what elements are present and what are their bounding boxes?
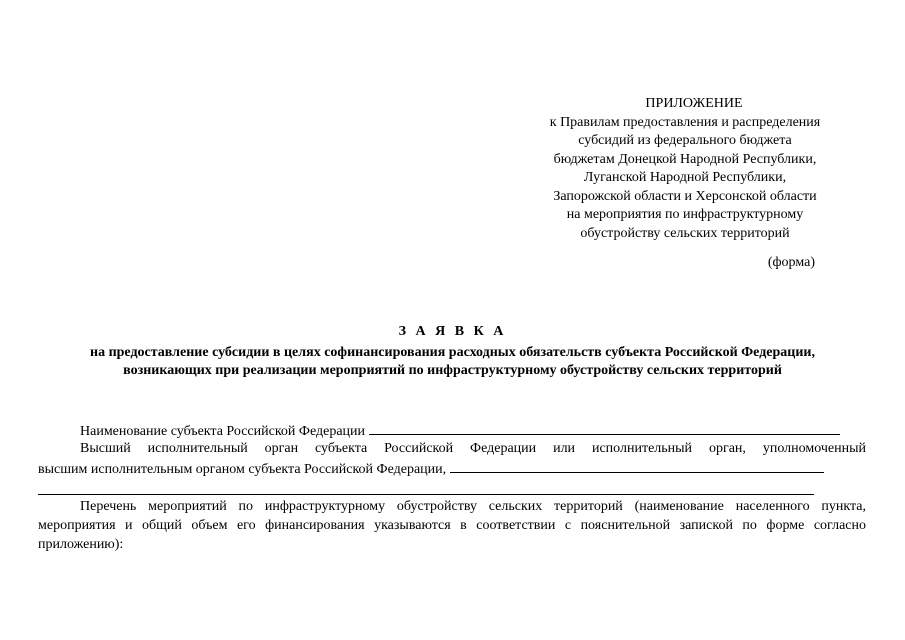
subject-name-label: Наименование субъекта Российской Федерации — [80, 424, 366, 439]
document-subtitle — [30, 344, 875, 380]
appendix-line: Запорожской области и Херсонской области — [553, 188, 817, 204]
executive-body-field-continuation[interactable] — [38, 494, 814, 495]
paragraph-line: Перечень мероприятий по инфраструктурному обустройству сельских территорий (наименование населенного пункта, — [80, 499, 866, 514]
subtitle-line: на предоставление субсидии в целях софинансирования расходных обязательств субъекта Российской Федерации, — [90, 345, 815, 360]
executive-body-row — [38, 459, 824, 479]
appendix-line: субсидий из федерального бюджета — [578, 133, 792, 148]
appendix-line: Луганской Народной Республики, — [583, 170, 787, 185]
subject-name-field[interactable] — [369, 421, 840, 435]
executive-body-line2: высшим исполнительным органом субъекта Российской Федерации, — [38, 462, 447, 477]
paragraph-line: приложению): — [38, 537, 124, 552]
executive-body-field[interactable] — [450, 459, 824, 473]
subtitle-line: возникающих при реализации мероприятий по инфраструктурному обустройству сельских территорий — [123, 363, 782, 378]
subject-name-row — [80, 421, 840, 441]
executive-body-line1: Высший исполнительный орган субъекта Российской Федерации или исполнительный орган, уполномоченный — [80, 441, 866, 456]
form-label: (форма) — [767, 255, 815, 270]
paragraph-line: мероприятия и общий объем его финансирования указываются в соответствии с пояснительной запиской по форме согласно — [38, 518, 866, 533]
appendix-line: бюджетам Донецкой Народной Республики, — [553, 151, 817, 167]
appendix-line: на мероприятия по инфраструктурному — [566, 207, 804, 222]
document-title: З А Я В К А — [398, 324, 507, 339]
appendix-line: обустройству сельских территорий — [580, 225, 790, 241]
appendix-block — [520, 95, 850, 243]
appendix-heading: ПРИЛОЖЕНИЕ — [645, 96, 743, 111]
activities-paragraph — [38, 497, 866, 554]
appendix-line: к Правилам предоставления и распределения — [549, 114, 821, 130]
